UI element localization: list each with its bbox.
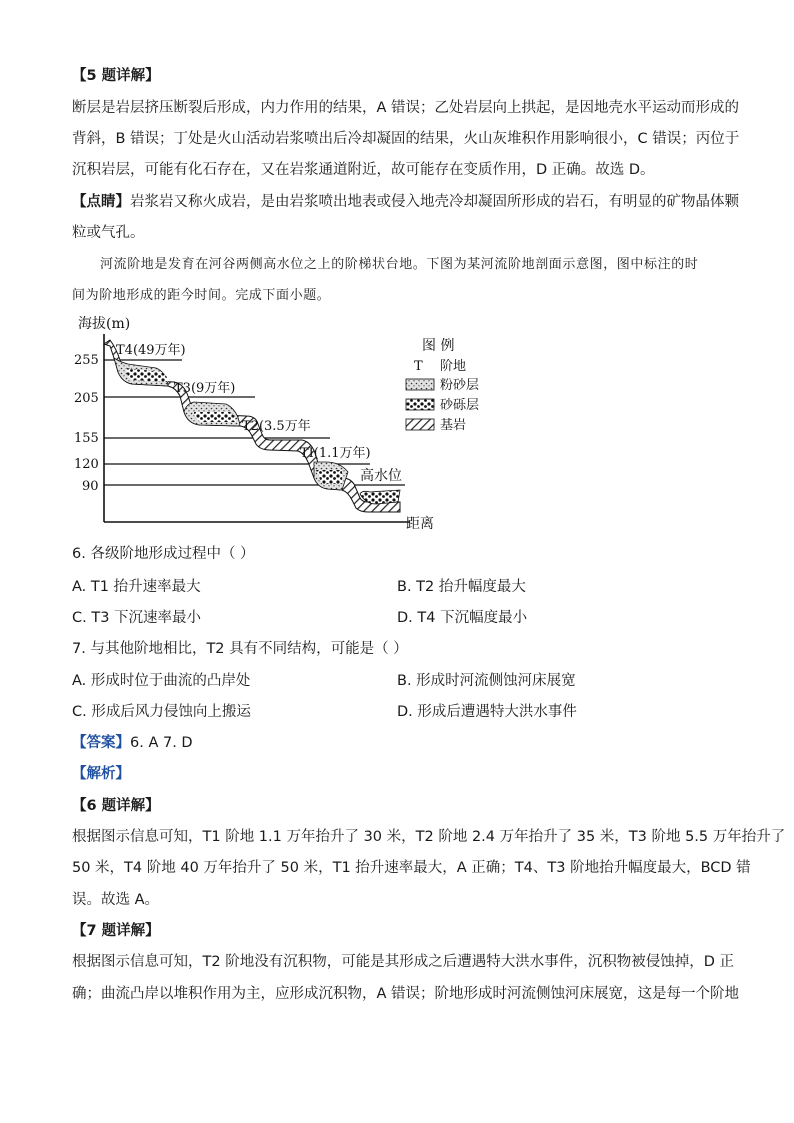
y-tick-120: 120 [74, 457, 99, 472]
question-6-option-a[interactable]: A. T1 抬升速率最大 [72, 579, 201, 595]
legend-title: 图 例 [422, 338, 455, 354]
tip-text: 岩浆岩又称火成岩，是由岩浆喷出地表或侵入地壳冷却凝固所形成的岩石，有明显的矿物晶体颗 [130, 194, 739, 210]
y-tick-205: 205 [74, 391, 99, 406]
section-heading-q6: 【6 题详解】 [72, 798, 160, 814]
answer-label: 【答案】 [72, 735, 130, 751]
y-tick-90: 90 [82, 479, 99, 494]
paragraph-line: 沉积岩层，可能有化石存在，又在岩浆通道附近，故可能存在变质作用，D 正确。故选 D。 [72, 162, 655, 178]
question-7-option-b[interactable]: B. 形成时河流侧蚀河床展宽 [397, 673, 576, 689]
analysis-title: 【解析】 [72, 766, 130, 782]
question-6-option-b[interactable]: B. T2 抬升幅度最大 [397, 579, 526, 595]
y-axis-label: 海拔(m) [78, 316, 131, 332]
legend-label-gravel: 砂砾层 [440, 398, 480, 413]
answer-value: 6. A 7. D [130, 735, 193, 751]
question-6-stem: 6. 各级阶地形成过程中（ ） [72, 546, 255, 562]
terrace-label-t4: T4(49万年) [116, 343, 186, 358]
section-heading-q5: 【5 题详解】 [72, 68, 160, 84]
legend-label-silt: 粉砂层 [440, 378, 480, 393]
analysis-line: 确；曲流凸岸以堆积作用为主，应形成沉积物，A 错误；阶地形成时河流侧蚀河床展宽，这是每一个阶地 [72, 986, 740, 1002]
paragraph-line: 背斜，B 错误；丁处是火山活动岩浆喷出后冷却凝固的结果，火山灰堆积作用影响很小，C 错误；丙位于 [72, 131, 740, 147]
analysis-line: 根据图示信息可知，T2 阶地没有沉积物，可能是其形成之后遭遇特大洪水事件，沉积物被侵蚀掉，D 正 [72, 954, 734, 970]
analysis-line: 50 米，T4 阶地 40 万年抬升了 50 米，T1 抬升速率最大，A 正确；T4、T3 阶地抬升幅度最大，BCD 错 [72, 860, 751, 876]
legend-swatch-bedrock [406, 419, 434, 430]
question-6-option-d[interactable]: D. T4 下沉幅度最小 [397, 610, 528, 626]
terrace-label-t1: TI(1.1万年) [300, 446, 371, 461]
intro-line: 间为阶地形成的距今时间。完成下面小题。 [72, 288, 331, 303]
legend-t-symbol: T [414, 359, 423, 374]
answer-line [72, 733, 193, 753]
river-terrace-diagram [70, 312, 490, 534]
diagram-svg [70, 312, 490, 534]
question-7-option-c[interactable]: C. 形成后风力侵蚀向上搬运 [72, 704, 251, 720]
legend-swatch-silt [406, 379, 434, 390]
question-7-option-d[interactable]: D. 形成后遭遇特大洪水事件 [397, 704, 577, 720]
y-tick-255: 255 [74, 353, 99, 368]
intro-line: 河流阶地是发育在河谷两侧高水位之上的阶梯状台地。下图为某河流阶地剖面示意图，图中标注的时 [100, 257, 699, 272]
paragraph-line: 断层是岩层挤压断裂后形成，内力作用的结果，A 错误；乙处岩层向上拱起，是因地壳水平运动而形成的 [72, 100, 740, 116]
paragraph-line: 粒或气孔。 [72, 225, 145, 241]
question-7-stem: 7. 与其他阶地相比，T2 具有不同结构，可能是（ ） [72, 641, 408, 657]
t3-gravel-layer [194, 412, 236, 422]
tip-label: 【点睛】 [72, 194, 130, 210]
terrace-label-t3: T3(9万年) [174, 381, 236, 396]
analysis-line: 根据图示信息可知，T1 阶地 1.1 万年抬升了 30 米，T2 阶地 2.4 万年抬升了 35 米，T3 阶地 5.5 万年抬升了 [72, 829, 786, 845]
terrace-label-t2: T2(3.5万年 [242, 419, 311, 434]
question-7-option-a[interactable]: A. 形成时位于曲流的凸岸处 [72, 673, 251, 689]
question-6-option-c[interactable]: C. T3 下沉速率最小 [72, 610, 202, 626]
legend-label-bedrock: 基岩 [440, 418, 467, 433]
tip-line [72, 192, 739, 212]
analysis-line: 误。故选 A。 [72, 892, 160, 908]
section-heading-q7: 【7 题详解】 [72, 923, 160, 939]
y-tick-155: 155 [74, 431, 99, 446]
high-water-label: 高水位 [360, 468, 402, 484]
legend-t-label: 阶地 [440, 359, 467, 374]
x-axis-label: 距离 [406, 516, 434, 532]
legend-swatch-gravel [406, 399, 434, 410]
